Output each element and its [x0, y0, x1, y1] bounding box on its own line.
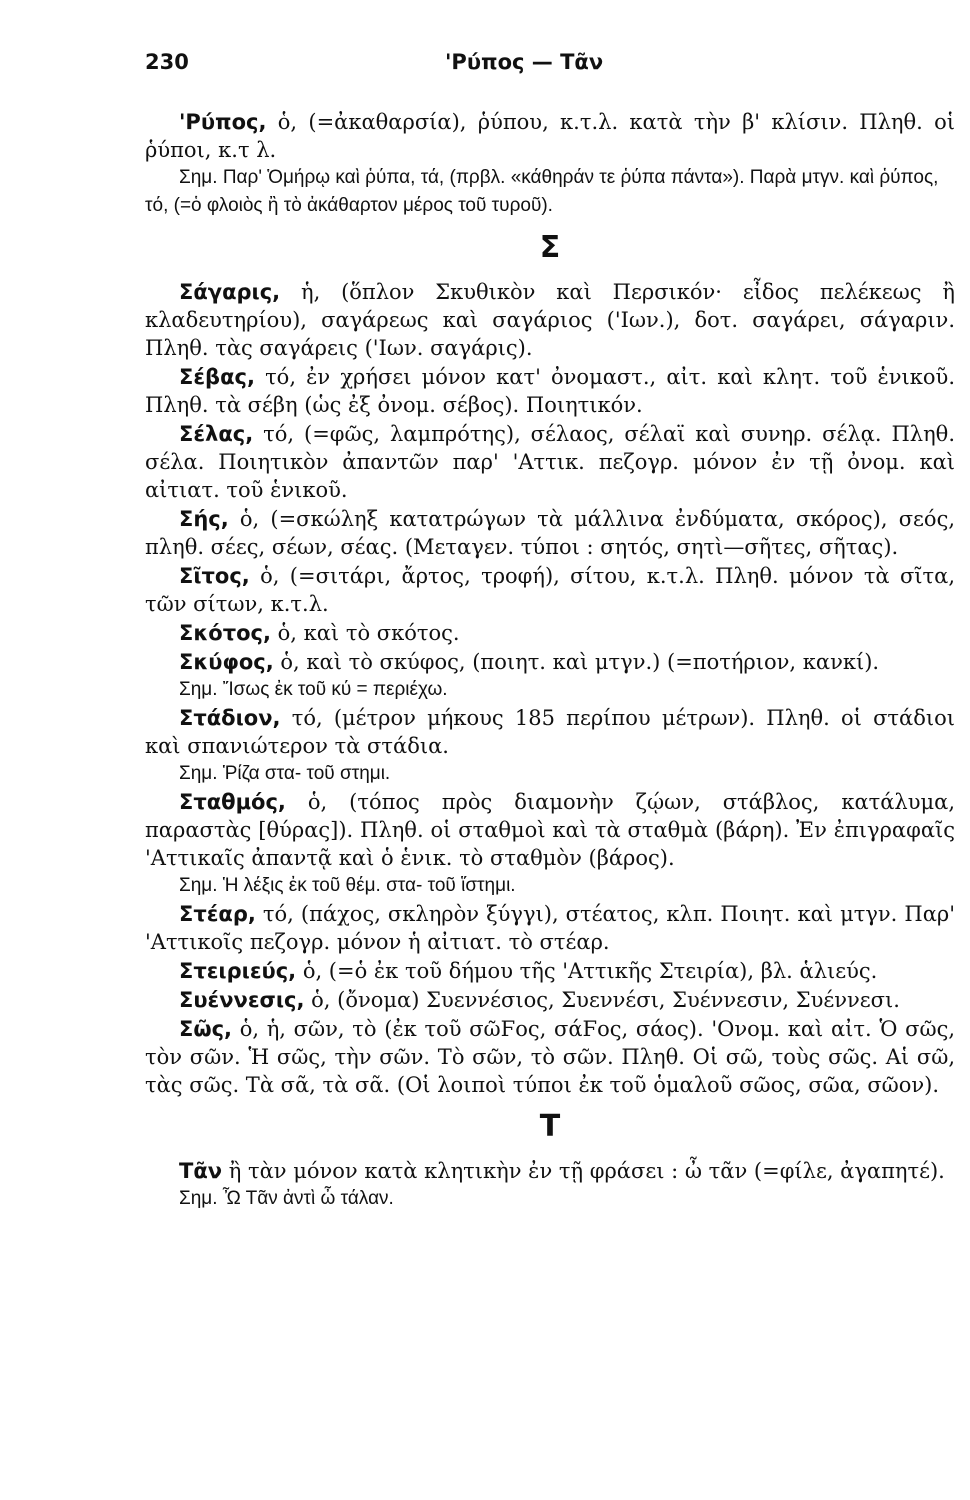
dictionary-entry [145, 648, 955, 676]
page-header [145, 40, 955, 76]
entry-text: ὁ, (ὄνομα) Συεννέσιος, Συεννέσι, Συέννεσιν, Συέννεσι. [304, 988, 900, 1012]
entry-headword: Σῶς, [179, 1017, 233, 1041]
page-number: 230 [145, 50, 189, 74]
entry-headword: Συέννεσις, [179, 988, 305, 1012]
entry-note: Σημ. Παρ' Ὁμήρῳ καὶ ῥύπα, τά, (πρβλ. «κάθηράν τε ῥύπα πάντα»). Παρὰ μτγν. καὶ ῥύπος, τό, (=ὁ φλοιὸς ἢ τὸ ἀκάθαρτον μέρος τοῦ τυροῦ). [145, 167, 939, 216]
entry-headword: Σκύφος, [179, 650, 274, 674]
entry-text: ὁ, (=ἀκαθαρσία), ῥύπου, κ.τ.λ. κατὰ τὴν β' κλίσιν. Πληθ. οἱ ῥύποι, κ.τ λ. [145, 110, 955, 162]
dictionary-entry [145, 788, 955, 872]
dictionary-entry [145, 278, 955, 362]
entry-text: ὁ, (=σκώληξ κατατρώγων τὰ μάλλινα ἐνδύματα, σκόρος), σεός, πληθ. σέες, σέων, σέας. (Μεταγεν. τύποι : σητός, σητὶ—σῆτες, σῆτας). [145, 507, 955, 559]
entry-text: τό, ἐν χρήσει μόνον κατ' ὀνομαστ., αἰτ. καὶ κλητ. τοῦ ἑνικοῦ. Πληθ. τὰ σέβη (ὡς ἐξ ὀνομ. σέβος). Ποιητικόν. [145, 365, 955, 417]
entry-note: Σημ. Ὦ Τᾶν ἀντὶ ὦ τάλαν. [179, 1188, 394, 1209]
entry-text: ὁ, (=σιτάρι, ἄρτος, τροφή), σίτου, κ.τ.λ. Πληθ. μόνον τὰ σῖτα, τῶν σίτων, κ.τ.λ. [145, 564, 955, 616]
dictionary-entry [145, 108, 955, 164]
entry-text: τό, (μέτρον μήκους 185 περίπου μέτρων). Πληθ. οἱ στάδιοι καὶ σπανιώτερον τὰ στάδια. [145, 706, 955, 758]
entry-text: τό, (=φῶς, λαμπρότης), σέλαος, σέλαϊ καὶ συνηρ. σέλᾳ. Πληθ. σέλα. Ποιητικὸν ἀπαντῶν παρ' 'Αττικ. πεζογρ. μόνον ἐν τῇ ὀνομ. καὶ αἰτιατ. τοῦ ἑνικοῦ. [145, 422, 955, 502]
entry-headword: Στάδιον, [179, 706, 281, 730]
dictionary-content [145, 108, 955, 1213]
entry-headword: Τᾶν [179, 1159, 223, 1183]
entry-note: Σημ. Ῥίζα στα- τοῦ στημι. [179, 763, 391, 784]
entry-text: τό, (πάχος, σκληρὸν ξύγγι), στέατος, κλπ. Ποιητ. καὶ μτγν. Παρ' 'Αττικοῖς πεζογρ. μόνον ἡ αἰτιατ. τὸ στέαρ. [145, 902, 955, 954]
entry-headword: Σκότος, [179, 621, 271, 645]
dictionary-entry [145, 1157, 955, 1185]
entry-text: ὁ, (τόπος πρὸς διαμονὴν ζῴων, στάβλος, κατάλυμα, παραστὰς [θύρας]). Πληθ. οἱ σταθμοὶ καὶ τὰ σταθμὰ (βάρη). Ἐν ἐπιγραφαῖς 'Αττικαῖς ἀπαντᾷ καὶ ὁ ἑνικ. τὸ σταθμὸν (βάρος). [145, 790, 955, 870]
section-letter: Σ [539, 230, 561, 265]
entry-text: ὁ, ἡ, σῶν, τὸ (ἐκ τοῦ σῶϜος, σάϜος, σάος). 'Ονομ. καὶ αἰτ. Ὁ σῶς, τὸν σῶν. Ἡ σῶς, τὴν σῶν. Τὸ σῶν, τὸ σῶν. Πληθ. Οἱ σῶ, τοὺς σῶς. Αἱ σῶ, τὰς σῶς. Τὰ σᾶ, τὰ σᾶ. (Οἱ λοιποὶ τύποι ἐκ τοῦ ὁμαλοῦ σῶος, σῶα, σῶον). [145, 1017, 955, 1097]
dictionary-entry [145, 420, 955, 504]
entry-headword: Στέαρ, [179, 902, 256, 926]
dictionary-page [145, 40, 955, 1213]
entry-headword: Σάγαρις, [179, 280, 281, 304]
dictionary-entry [145, 1015, 955, 1099]
entry-headword: 'Ρύπος, [179, 110, 267, 134]
dictionary-entry [145, 957, 955, 985]
entry-headword: Στειριεύς, [179, 959, 297, 983]
running-title: 'Ρύπος — Τᾶν [445, 50, 604, 74]
entry-headword: Σῖτος, [179, 564, 250, 588]
entry-headword: Σέβας, [179, 365, 255, 389]
entry-note: Σημ. Ἡ λέξις ἐκ τοῦ θέμ. στα- τοῦ ἵστημι. [179, 875, 516, 896]
entry-headword: Σέλας, [179, 422, 254, 446]
dictionary-entry [145, 505, 955, 561]
dictionary-entry [145, 619, 955, 647]
entry-headword: Σής, [179, 507, 229, 531]
entry-text: ὁ, καὶ τὸ σκότος. [270, 621, 460, 645]
dictionary-entry [145, 704, 955, 760]
entry-text: ὁ, (=ὁ ἐκ τοῦ δήμου τῆς 'Αττικῆς Στειρία), βλ. ἁλιεύς. [296, 959, 878, 983]
entry-headword: Σταθμός, [179, 790, 286, 814]
dictionary-entry [145, 986, 955, 1014]
dictionary-entry [145, 363, 955, 419]
entry-text: ἡ, (ὅπλον Σκυθικὸν καὶ Περσικόν· εἶδος πελέκεως ἢ κλαδευτηρίου), σαγάρεως καὶ σαγάριος ('Ιων.), δοτ. σαγάρει, σάγαριν. Πληθ. τὰς σαγάρεις ('Ιων. σαγάρις). [145, 280, 955, 360]
dictionary-entry [145, 900, 955, 956]
entry-note: Σημ. Ἴσως ἐκ τοῦ κύ = περιέχω. [179, 679, 448, 700]
entry-text: ὁ, καὶ τὸ σκύφος, (ποιητ. καὶ μτγν.) (=ποτήριον, κανκί). [273, 650, 880, 674]
dictionary-entry [145, 562, 955, 618]
section-letter: Τ [539, 1109, 561, 1144]
entry-text: ἢ τὰν μόνον κατὰ κλητικὴν ἐν τῇ φράσει : ὦ τᾶν (=φίλε, ἀγαπητέ). [222, 1159, 945, 1183]
